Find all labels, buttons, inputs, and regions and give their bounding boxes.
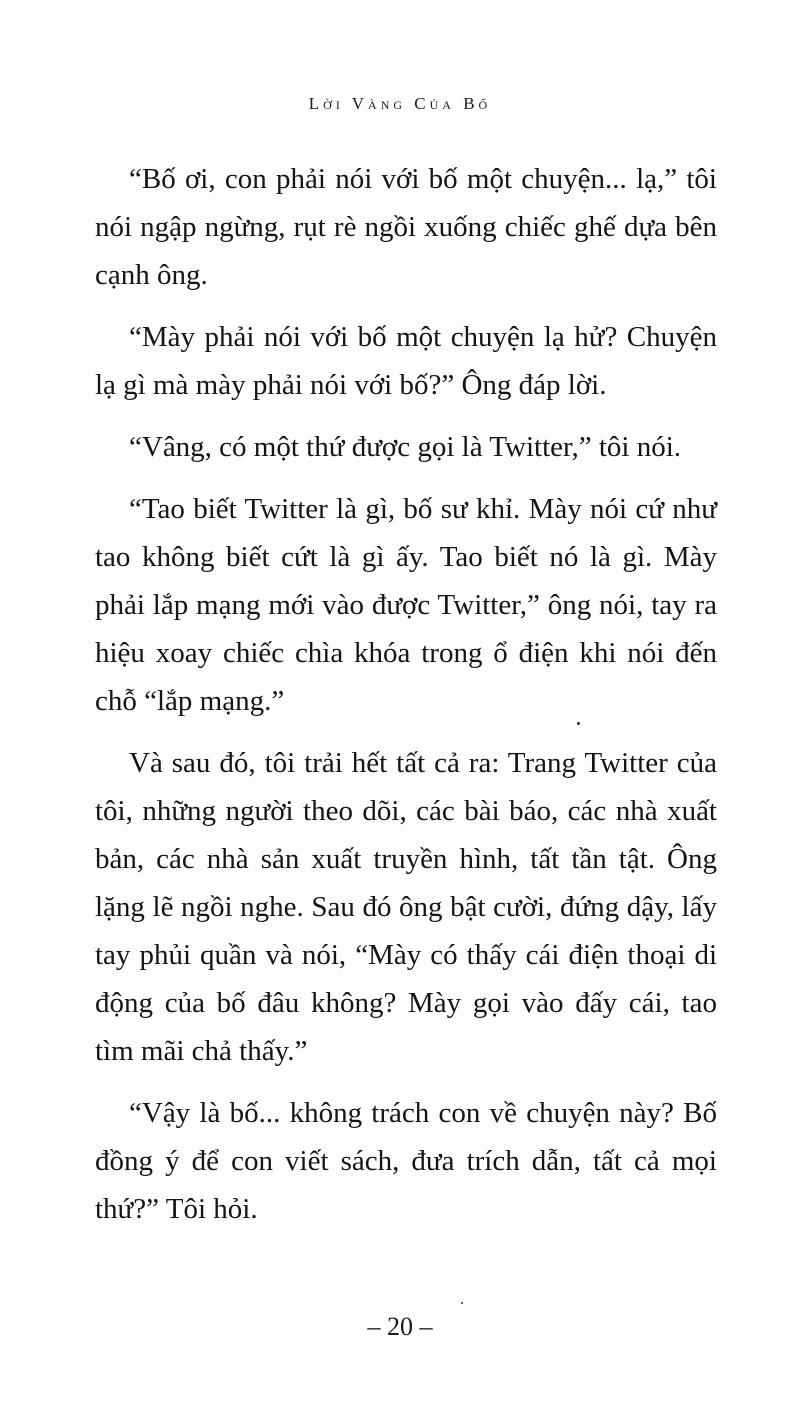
body-text <box>95 155 717 1233</box>
paragraph: “Vậy là bố... không trách con về chuyện này? Bố đồng ý để con viết sách, đưa trích dẫn, tất cả mọi thứ?” Tôi hỏi. <box>95 1097 717 1225</box>
print-speck <box>577 722 580 725</box>
running-head: Lời Vàng Của Bố <box>308 94 492 113</box>
paragraph: “Tao biết Twitter là gì, bố sư khỉ. Mày nói cứ như tao không biết cứt là gì ấy. Tao biết nó là gì. Mày phải lắp mạng mới vào được Twitter,” ông nói, tay ra hiệu xoay chiếc chìa khóa trong ổ điện khi nói đến chỗ “lắp mạng.” <box>95 493 717 717</box>
page-number: – 20 – <box>367 1312 433 1341</box>
paragraph: “Vâng, có một thứ được gọi là Twitter,” tôi nói. <box>129 431 682 463</box>
print-speck <box>461 1302 463 1304</box>
paragraph: Và sau đó, tôi trải hết tất cả ra: Trang Twitter của tôi, những người theo dõi, các bài báo, các nhà xuất bản, các nhà sản xuất truyền hình, tất tần tật. Ông lặng lẽ ngồi nghe. Sau đó ông bật cười, đứng dậy, lấy tay phủi quần và nói, “Mày có thấy cái điện thoại di động của bố đâu không? Mày gọi vào đấy cái, tao tìm mãi chả thấy.” <box>95 747 717 1067</box>
paragraph: “Mày phải nói với bố một chuyện lạ hử? Chuyện lạ gì mà mày phải nói với bố?” Ông đáp lời. <box>95 321 717 401</box>
paragraph: “Bố ơi, con phải nói với bố một chuyện... lạ,” tôi nói ngập ngừng, rụt rè ngồi xuống chiếc ghế dựa bên cạnh ông. <box>95 163 717 291</box>
